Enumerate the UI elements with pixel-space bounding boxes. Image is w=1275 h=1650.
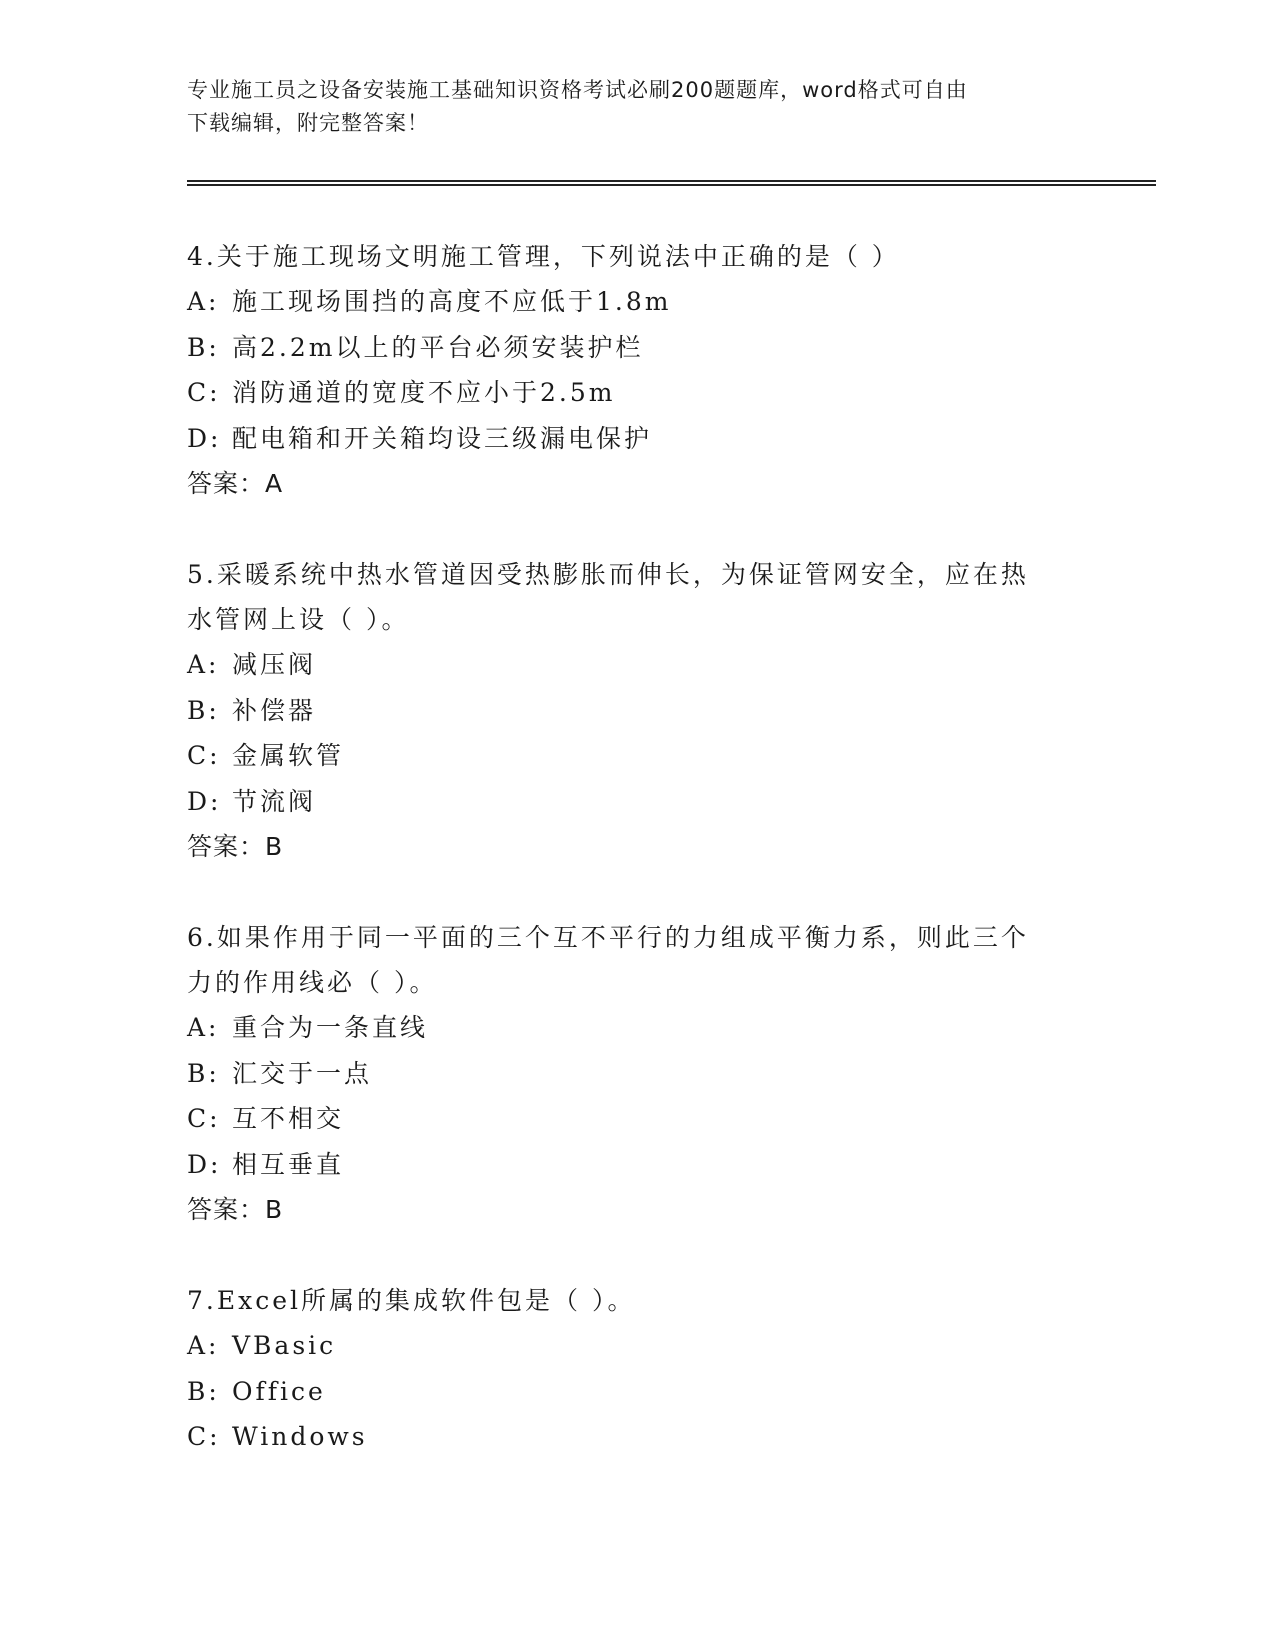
option-text: 消防通道的宽度不应小于2.5m [232,378,616,407]
option-c [187,1414,1067,1460]
option-key: C: [187,1104,221,1133]
header-divider-top [187,180,1156,182]
option-text: VBasic [232,1331,337,1360]
option-key: B: [187,332,220,362]
header-line-2: 下载编辑，附完整答案！ [187,111,429,135]
question-list [187,234,1067,1506]
option-text: 减压阀 [232,650,317,679]
question-6 [187,915,1067,1232]
option-c [187,1096,1067,1142]
header-divider-bottom [187,184,1156,186]
question-stem: 7.Excel所属的集成软件包是（ ）。 [187,1286,636,1315]
option-d [187,1142,1067,1188]
option-text: 高2.2m以上的平台必须安装护栏 [232,332,644,362]
option-key: B: [187,1376,220,1406]
option-text: 互不相交 [232,1104,345,1133]
option-text: 重合为一条直线 [232,1013,429,1042]
answer-label: 答案：A [187,469,284,498]
option-text: 相互垂直 [232,1149,345,1179]
option-key: C: [187,378,221,407]
option-key: A: [187,1331,220,1360]
option-b [187,325,1067,371]
header-line-1: 专业施工员之设备安装施工基础知识资格考试必刷200题题库，word格式可自由 [187,78,968,102]
question-stem: 6.如果作用于同一平面的三个互不平行的力组成平衡力系，则此三个 [187,923,1029,952]
option-text: Office [232,1376,326,1406]
question-stem: 5.采暖系统中热水管道因受热膨胀而伸长，为保证管网安全，应在热 [187,560,1029,589]
question-stem-continued: 水管网上设（ ）。 [187,605,410,634]
option-text: 配电箱和开关箱均设三级漏电保护 [232,423,653,453]
answer-label: 答案：B [187,1195,284,1224]
option-text: 施工现场围挡的高度不应低于1.8m [232,287,672,316]
document-header [187,74,1067,140]
option-key: A: [187,1013,220,1042]
option-key: D: [187,423,222,453]
option-key: C: [187,741,221,770]
option-a [187,642,1067,688]
question-5 [187,552,1067,869]
question-4 [187,234,1067,506]
option-key: C: [187,1422,221,1451]
option-b [187,688,1067,734]
option-c [187,733,1067,779]
option-d [187,779,1067,825]
option-key: D: [187,786,222,816]
option-text: 汇交于一点 [232,1058,373,1088]
option-key: A: [187,650,220,679]
option-a [187,1005,1067,1051]
option-key: B: [187,1058,220,1088]
question-stem-continued: 力的作用线必（ ）。 [187,968,438,997]
option-text: 金属软管 [232,741,345,770]
option-text: 节流阀 [232,786,317,816]
option-a [187,1323,1067,1369]
option-b [187,1051,1067,1097]
option-text: Windows [232,1422,368,1451]
answer-label: 答案：B [187,832,284,861]
option-d [187,416,1067,462]
option-c [187,370,1067,416]
option-key: B: [187,695,220,725]
option-key: A: [187,287,220,316]
option-b [187,1369,1067,1415]
question-7 [187,1278,1067,1460]
option-a [187,279,1067,325]
option-key: D: [187,1149,222,1179]
option-text: 补偿器 [232,695,317,725]
question-stem: 4.关于施工现场文明施工管理，下列说法中正确的是（ ） [187,242,900,271]
